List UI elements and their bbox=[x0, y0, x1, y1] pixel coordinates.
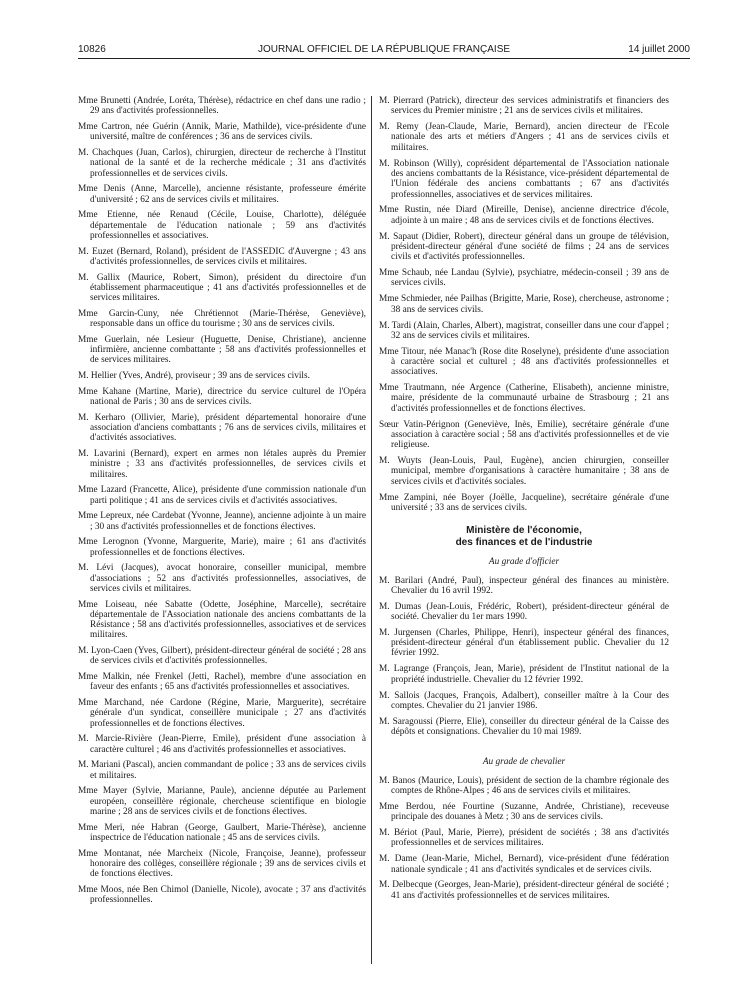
nominee-entry: M. Barilari (André, Paul), inspecteur général des finances au ministère. Chevalier du 16 avril 1992. bbox=[379, 575, 669, 596]
nominee-entry: Mme Garcin-Cuny, née Chrétiennot (Marie-Thérèse, Geneviève), responsable dans un office du tourisme ; 30 ans de services civils. bbox=[78, 308, 366, 330]
nominee-entry: Mme Denis (Anne, Marcelle), ancienne résistante, professeure émérite d'université ; 62 ans de services civils et militaires. bbox=[78, 184, 366, 205]
nominee-entry: Mme Montanat, née Marcheix (Nicole, Françoise, Jeanne), professeur honoraire des collèges, conseillère régionale ; 39 ans de services civils et de fonctions électives. bbox=[78, 848, 366, 880]
nominee-entry: M. Wuyts (Jean-Louis, Paul, Eugène), ancien chirurgien, conseiller municipal, membre d'organisations à caractère humanitaire ; 38 ans de services civils et d'activités sociales. bbox=[379, 456, 669, 487]
nominee-entry: M. Delbecque (Georges, Jean-Marie), président-directeur général de société ; 41 ans d'activités professionnelles et de services militaires. bbox=[379, 880, 669, 901]
nominee-entry: Mme Kahane (Martine, Marie), directrice du service culturel de l'Opéra national de Paris ; 30 ans de services civils. bbox=[78, 386, 366, 408]
nominee-entry: M. Robinson (Willy), coprésident départemental de l'Association nationale des anciens combattants de la Résistance, vice-président départemental de l'Union fédérale des anciens combattants ; 67 ans d'activités professionnelles, associatives et de services militaires. bbox=[379, 158, 669, 200]
grade-officier-heading: Au grade d'officier bbox=[488, 557, 560, 568]
column-divider bbox=[371, 96, 372, 964]
nominee-entry: Mme Guerlain, née Lesieur (Huguette, Denise, Christiane), ancienne infirmière, ancienne combattante ; 58 ans d'activités professionnelles et de services militaires. bbox=[78, 334, 366, 366]
nominee-entry: M. Tardi (Alain, Charles, Albert), magistrat, conseiller dans une cour d'appel ; 32 ans de services civils et militaires. bbox=[379, 320, 670, 341]
nominee-entry: M. Hellier (Yves, André), proviseur ; 39 ans de services civils. bbox=[78, 371, 310, 382]
nominee-entry: M. Bériot (Paul, Marie, Pierre), président de sociétés ; 38 ans d'activités professionnelles et de services militaires. bbox=[379, 828, 669, 849]
nominee-entry: Mme Trautmann, née Argence (Catherine, Elisabeth), ancienne ministre, maire, présidente de la communauté urbaine de Strasbourg ; 21 ans d'activités professionnelles et de fonctions électives. bbox=[379, 383, 669, 414]
issue-date: 14 juillet 2000 bbox=[628, 44, 690, 55]
nominee-entry: Mme Schaub, née Landau (Sylvie), psychiatre, médecin-conseil ; 39 ans de services civils. bbox=[379, 268, 669, 289]
nominee-entry: M. Remy (Jean-Claude, Marie, Bernard), ancien directeur de l'Ecole nationale des arts et métiers d'Angers ; 41 ans de services civils et militaires. bbox=[379, 122, 669, 153]
nominee-entry: Mme Schmieder, née Pailhas (Brigitte, Marie, Rose), chercheuse, astronome ; 38 ans de services civils. bbox=[379, 294, 669, 315]
nominee-entry: M. Mariani (Pascal), ancien commandant de police ; 33 ans de services civils et militaires. bbox=[78, 760, 366, 781]
nominee-entry: M. Pierrard (Patrick), directeur des services administratifs et financiers des services du Premier ministre ; 21 ans de services civils et militaires. bbox=[379, 96, 669, 117]
grade-chevalier-heading: Au grade de chevalier bbox=[482, 757, 566, 768]
ministry-heading bbox=[379, 525, 669, 548]
left-column bbox=[78, 96, 366, 911]
nominee-entry: M. Chachques (Juan, Carlos), chirurgien, directeur de recherche à l'Institut national de la santé et de la recherche médicale ; 31 ans d'activités professionnelles et de services civils. bbox=[78, 147, 366, 179]
nominee-entry: M. Lagrange (François, Jean, Marie), président de l'Institut national de la propriété industrielle. Chevalier du 12 février 1992. bbox=[379, 664, 669, 685]
nominee-entry: M. Sallois (Jacques, François, Adalbert), conseiller maître à la Cour des comptes. Chevalier du 21 janvier 1986. bbox=[379, 690, 669, 711]
nominee-entry: Mme Lazard (Francette, Alice), présidente d'une commission nationale d'un parti politique ; 41 ans de services civils et d'activités associatives. bbox=[78, 485, 366, 506]
nominee-entry: Mme Moos, née Ben Chimol (Danielle, Nicole), avocate ; 37 ans d'activités professionnelles. bbox=[78, 884, 366, 906]
nominee-entry: Mme Lerognon (Yvonne, Marguerite, Marie), maire ; 61 ans d'activités professionnelles et de fonctions électives. bbox=[78, 537, 366, 558]
nominee-entry: Sœur Vatin-Pérignon (Geneviève, Inès, Emilie), secrétaire générale d'une association à caractère social ; 58 ans d'activités professionnelles et de vie religieuse. bbox=[379, 419, 669, 451]
nominee-entry: Mme Zampini, née Boyer (Joëlle, Jacqueline), secrétaire générale d'une université ; 33 ans de services civils. bbox=[379, 492, 669, 513]
nominee-entry: Mme Lepreux, née Cardebat (Yvonne, Jeanne), ancienne adjointe à un maire ; 30 ans d'activités professionnelles et de fonctions électives. bbox=[78, 511, 366, 532]
nominee-entry: M. Dame (Jean-Marie, Michel, Bernard), vice-président d'une fédération nationale syndicale ; 41 ans d'activités syndicales et de services civils. bbox=[379, 854, 669, 875]
nominee-entry: Mme Marchand, née Cardone (Régine, Marie, Marguerite), secrétaire générale d'un syndicat, conseillère municipale ; 27 ans d'activités professionnelles et de fonctions électives. bbox=[78, 698, 366, 729]
nominee-entry: Mme Cartron, née Guérin (Annik, Marie, Mathilde), vice-présidente d'une université, maître de conférences ; 36 ans de services civils. bbox=[78, 121, 366, 143]
nominee-entry: M. Banos (Maurice, Louis), président de section de la chambre régionale des comptes de Rhône-Alpes ; 46 ans de services civils et militaires. bbox=[379, 775, 669, 796]
nominee-entry: M. Saragoussi (Pierre, Elie), conseiller du directeur général de la Caisse des dépôts et consignations. Chevalier du 10 mai 1989. bbox=[379, 716, 669, 738]
nominee-entry: M. Sapaut (Didier, Robert), directeur général dans un groupe de télévision, président-directeur général d'une société de films ; 24 ans de services civils et d'activités professionnelles. bbox=[379, 231, 669, 263]
right-column bbox=[379, 96, 669, 907]
page-header bbox=[78, 44, 690, 59]
nominee-entry: Mme Brunetti (Andrée, Loréta, Thérèse), rédactrice en chef dans une radio ; 29 ans d'activités professionnelles. bbox=[78, 96, 366, 117]
nominee-entry: Mme Loiseau, née Sabatte (Odette, Joséphine, Marcelle), secrétaire départementale de l'Association nationale des anciens combattants de la Résistance ; 58 ans d'activités professionnelles, associatives et de services militaires. bbox=[78, 599, 366, 641]
nominee-entry: Mme Meri, née Habran (George, Gaulbert, Marie-Thérèse), ancienne inspectrice de l'éducation nationale ; 45 ans de services civils. bbox=[78, 822, 366, 843]
nominee-entry: M. Lavarini (Bernard), expert en armes non létales auprès du Premier ministre ; 33 ans d'activités professionnelles, de services civils et militaires. bbox=[78, 449, 366, 480]
page-number: 10826 bbox=[78, 44, 106, 55]
nominee-entry: M. Euzet (Bernard, Roland), président de l'ASSEDIC d'Auvergne ; 43 ans d'activités professionnelles, de services civils et militaires. bbox=[78, 246, 366, 267]
nominee-entry: M. Lévi (Jacques), avocat honoraire, conseiller municipal, membre d'associations ; 52 ans d'activités professionnelles, associatives, de services civils et militaires. bbox=[78, 563, 366, 594]
nominee-entry: M. Marcie-Rivière (Jean-Pierre, Emile), président d'une association à caractère culturel ; 46 ans d'activités professionnelles et associatives. bbox=[78, 734, 366, 755]
nominee-entry: Mme Rustin, née Diard (Mireille, Denise), ancienne directrice d'école, adjointe à un maire ; 48 ans de services civils et de fonctions électives. bbox=[379, 205, 669, 226]
nominee-entry: Mme Mayer (Sylvie, Marianne, Paule), ancienne députée au Parlement européen, conseillère régionale, chercheuse scientifique en biologie marine ; 28 ans de services civils et de fonctions électives. bbox=[78, 786, 366, 817]
nominee-entry: M. Kerharo (Ollivier, Marie), président départemental honoraire d'une association d'anciens combattants ; 76 ans de services civils, militaires et d'activités associatives. bbox=[78, 412, 366, 444]
nominee-entry: M. Lyon-Caen (Yves, Gilbert), président-directeur général de société ; 28 ans de services civils et d'activités professionnelles. bbox=[78, 646, 366, 667]
ministry-heading-line: Ministère de l'économie, bbox=[466, 525, 582, 537]
journal-title: JOURNAL OFFICIEL DE LA RÉPUBLIQUE FRANÇAISE bbox=[257, 44, 511, 55]
nominee-entry: Mme Titour, née Manac'h (Rose dite Roselyne), présidente d'une association à caractère social et culturel ; 48 ans d'activités professionnelles et associatives. bbox=[379, 346, 669, 378]
nominee-entry: Mme Malkin, née Frenkel (Jetti, Rachel), membre d'une association en faveur des enfants ; 65 ans d'activités professionnelles et associatives. bbox=[78, 672, 366, 693]
nominee-entry: M. Dumas (Jean-Louis, Frédéric, Robert), président-directeur général de société. Chevalier du 1er mars 1990. bbox=[379, 601, 669, 622]
nominee-entry: M. Jurgensen (Charles, Philippe, Henri), inspecteur général des finances, président-directeur général d'un établissement public. Chevalier du 12 février 1992. bbox=[379, 627, 669, 659]
nominee-entry: M. Gallix (Maurice, Robert, Simon), président du directoire d'un établissement pharmaceutique ; 41 ans d'activités professionnelles et de services militaires. bbox=[78, 272, 366, 304]
nominee-entry: Mme Berdou, née Fourtine (Suzanne, Andrée, Christiane), receveuse principale des douanes à Metz ; 30 ans de services civils. bbox=[379, 801, 669, 823]
nominee-entry: Mme Etienne, née Renaud (Cécile, Louise, Charlotte), déléguée départementale de l'éducation nationale ; 59 ans d'activités professionnelles et associatives. bbox=[78, 210, 366, 241]
ministry-heading-line: des finances et de l'industrie bbox=[455, 536, 593, 548]
